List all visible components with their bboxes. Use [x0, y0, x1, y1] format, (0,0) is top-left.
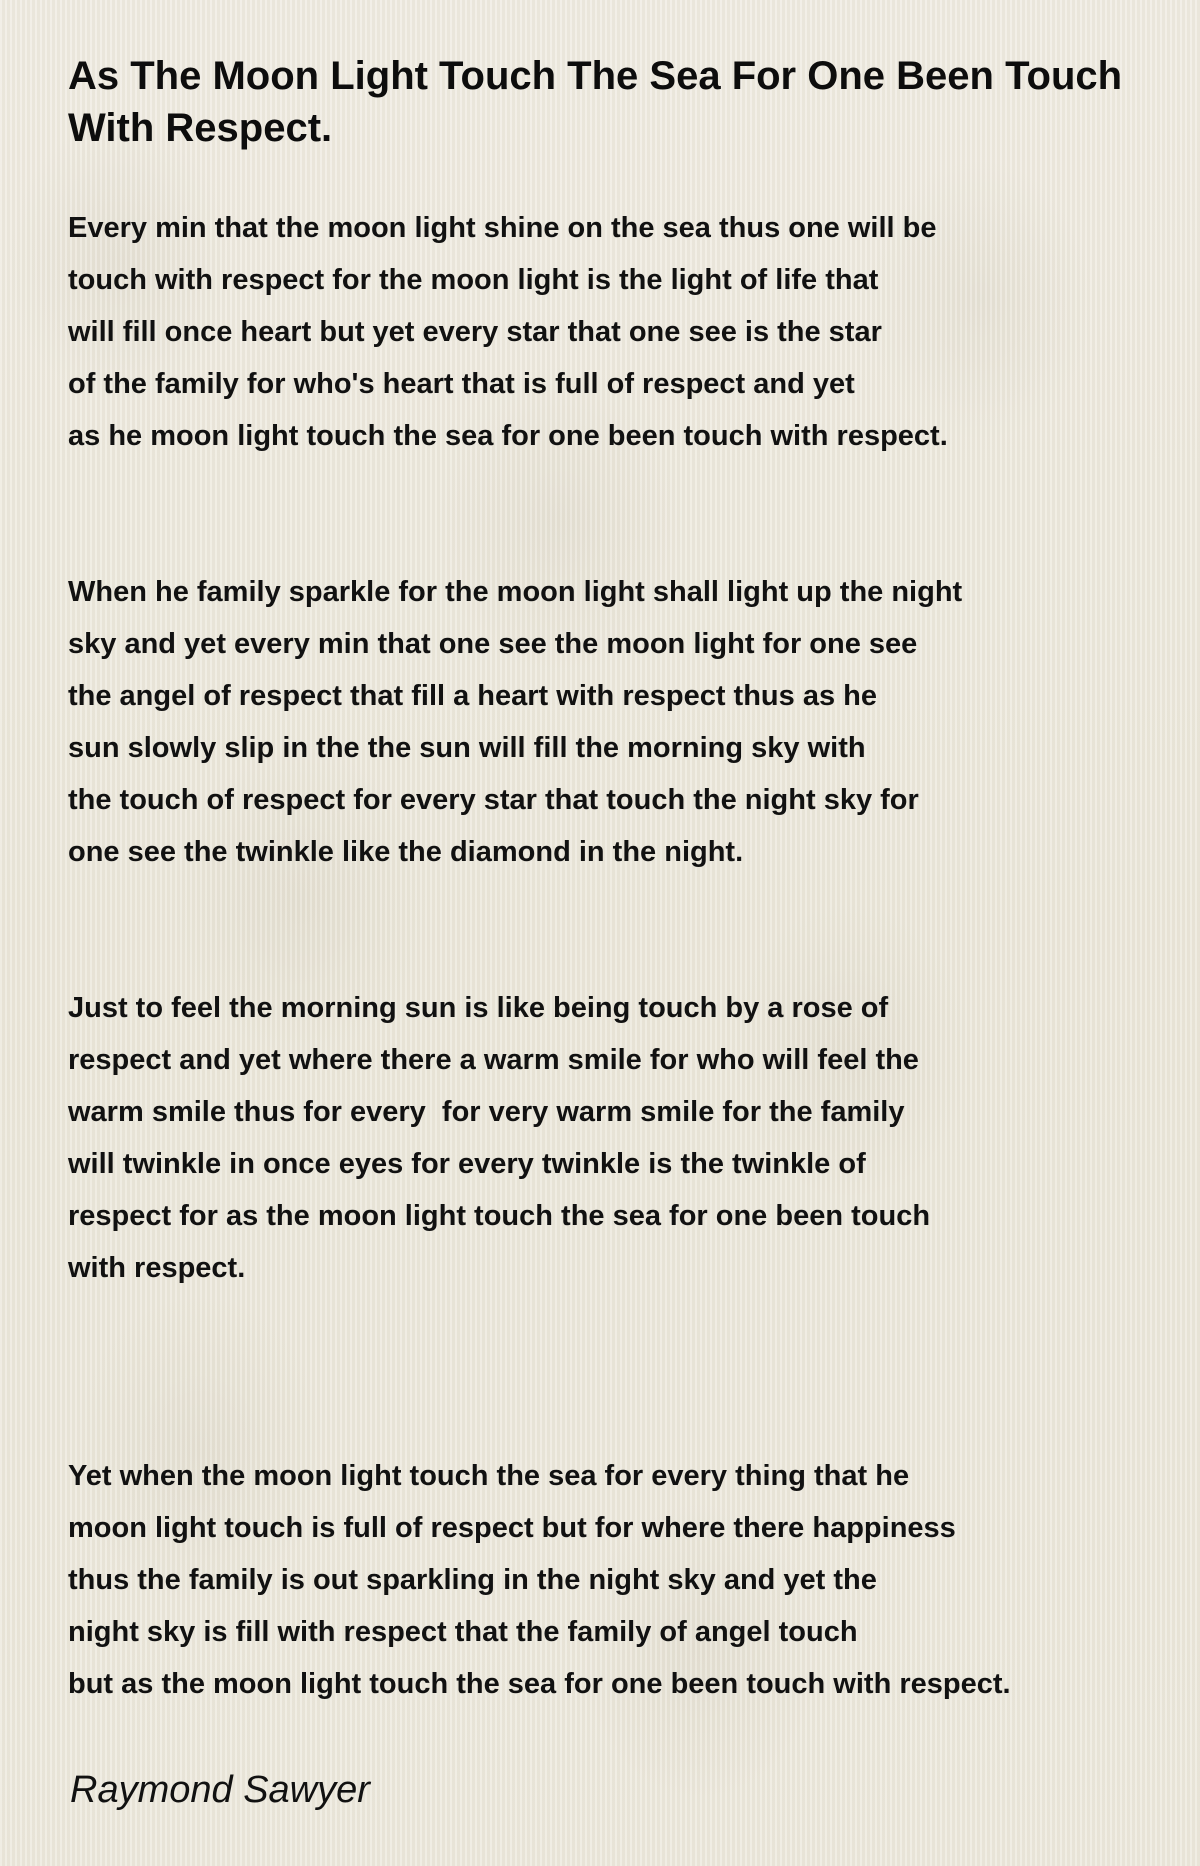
poem-author: Raymond Sawyer: [70, 1769, 370, 1811]
poem-stanza-3: Just to feel the morning sun is like being touch by a rose of respect and yet where there a warm smile for who will feel the warm smile thus for every for very warm smile for the family will twinkle in once eyes for every twinkle is the twinkle of respect for as the moon light touch the sea for one been touch with respect.: [68, 992, 931, 1284]
poem-stanza-1: Every min that the moon light shine on the sea thus one will be touch with respect for the moon light is the light of life that will fill once heart but yet every star that one see is the star of the family for who's heart that is full of respect and yet as he moon light touch the sea for one been touch with respect.: [68, 212, 948, 452]
poem-stanza-2: When he family sparkle for the moon light shall light up the night sky and yet every min that one see the moon light for one see the angel of respect that fill a heart with respect thus as he sun slowly slip in the the sun will fill the morning sky with the touch of respect for every star that touch the night sky for one see the twinkle like the diamond in the night.: [68, 576, 963, 868]
poem-title: As The Moon Light Touch The Sea For One Been Touch With Respect.: [68, 54, 1123, 150]
poem-stanza-4: Yet when the moon light touch the sea for every thing that he moon light touch is full of respect but for where there happiness thus the family is out sparkling in the night sky and yet the night sky is fill with respect that the family of angel touch but as the moon light touch the sea for one been touch with respect.: [68, 1460, 1011, 1700]
